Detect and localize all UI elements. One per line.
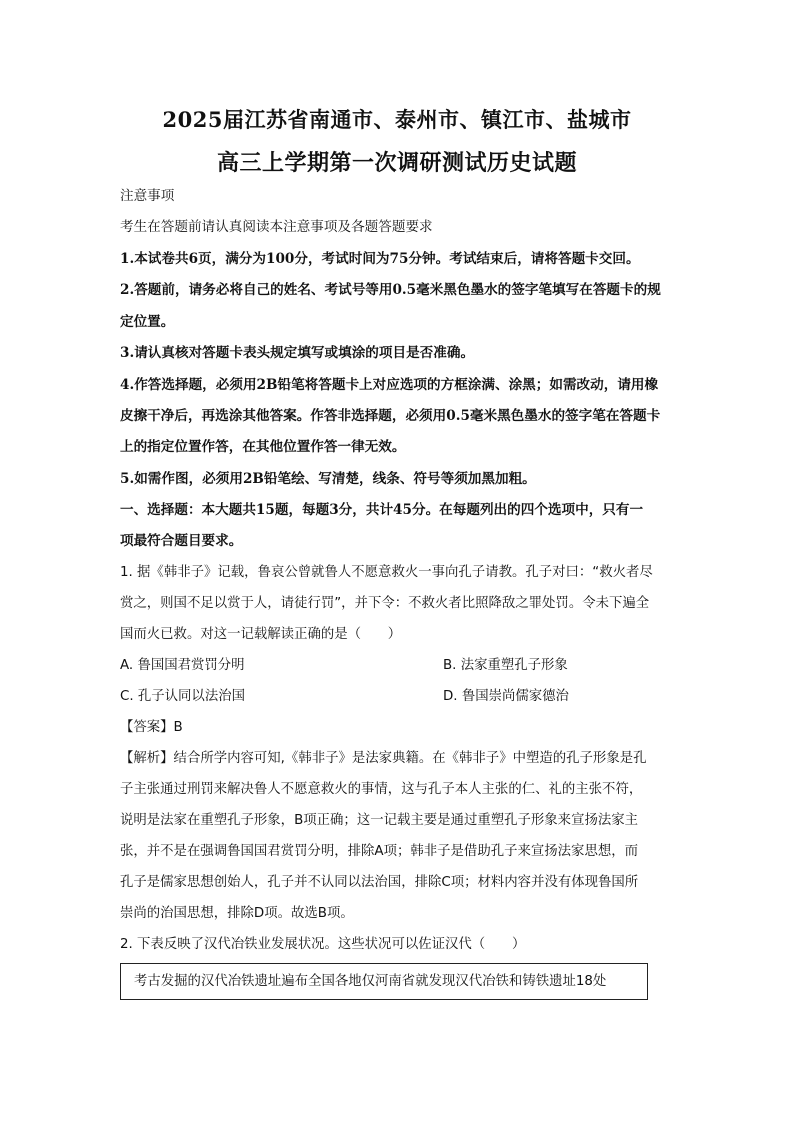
notice-item-4-line2: 皮擦干净后，再选涂其他答案。作答非选择题，必须用0.5毫米黑色墨水的签字笔在答题卡: [120, 408, 661, 424]
question-1-stem-line3: 国而火已救。对这一记载解读正确的是（ ）: [120, 627, 402, 642]
notice-item-5: 5.如需作图，必须用2B铅笔绘、写清楚，线条、符号等须加黑加粗。: [120, 471, 536, 487]
notice-intro: 考生在答题前请认真阅读本注意事项及各题答题要求: [120, 219, 433, 235]
notice-item-1: 1.本试卷共6页，满分为100分，考试时间为75分钟。考试结束后，请将答题卡交回。: [120, 251, 640, 267]
question-1-explanation-line2: 子主张通过刑罚来解决鲁人不愿意救火的事情，这与孔子本人主张的仁、礼的主张不符，: [120, 782, 643, 797]
question-1-option-a: A. 鲁国国君赏罚分明: [120, 658, 245, 673]
exam-title-line1: 2025届江苏省南通市、泰州市、镇江市、盐城市: [162, 107, 632, 132]
notice-item-4-line1: 4.作答选择题，必须用2B铅笔将答题卡上对应选项的方框涂满、涂黑；如需改动，请用橡: [120, 377, 659, 393]
question-1-explanation-line1: 【解析】结合所学内容可知,《韩非子》是法家典籍。在《韩非子》中塑造的孔子形象是孔: [120, 751, 647, 766]
question-1-option-d: D. 鲁国崇尚儒家德治: [443, 689, 569, 704]
question-1-explanation-line5: 孔子是儒家思想创始人，孔子并不认同以法治国，排除C项；材料内容并没有体现鲁国所: [120, 875, 639, 890]
question-1-explanation-line6: 崇尚的治国思想，排除D项。故选B项。: [120, 906, 354, 921]
section-1-heading-line2: 项最符合题目要求。: [120, 533, 243, 549]
question-1-stem-line1: 1. 据《韩非子》记载，鲁哀公曾就鲁人不愿意救火一事向孔子请教。孔子对曰：“救火者尽: [120, 565, 653, 580]
question-2-table: [120, 963, 648, 1000]
question-1-option-b: B. 法家重塑孔子形象: [443, 658, 568, 673]
notice-item-2-line2: 定位置。: [120, 314, 175, 330]
notice-item-2-line1: 2.答题前，请务必将自己的姓名、考试号等用0.5毫米黑色墨水的签字笔填写在答题卡的规: [120, 282, 661, 298]
notice-item-3: 3.请认真核对答题卡表头规定填写或填涂的项目是否准确。: [120, 345, 475, 361]
section-1-heading-line1: 一、选择题：本大题共15题，每题3分，共计45分。在每题列出的四个选项中，只有一: [120, 502, 644, 518]
notice-heading: 注意事项: [120, 188, 175, 204]
question-1-explanation-line3: 说明是法家在重塑孔子形象，B项正确；这一记载主要是通过重塑孔子形象来宣扬法家主: [120, 813, 639, 828]
question-1-option-c: C. 孔子认同以法治国: [120, 689, 245, 704]
notice-item-4-line3: 上的指定位置作答，在其他位置作答一律无效。: [120, 439, 406, 455]
question-2-table-cell: 考古发掘的汉代冶铁遗址遍布全国各地仅河南省就发现汉代冶铁和铸铁遗址18处: [134, 974, 607, 989]
question-1-answer: 【答案】B: [120, 720, 183, 735]
question-1-explanation-line4: 张，并不是在强调鲁国国君赏罚分明，排除A项；韩非子是借助孔子来宣扬法家思想，而: [120, 844, 639, 859]
question-1-stem-line2: 赏之，则国不足以赏于人，请徒行罚”，并下令：不救火者比照降敌之罪处罚。令未下遍全: [120, 596, 650, 611]
question-2-stem: 2. 下表反映了汉代冶铁业发展状况。这些状况可以佐证汉代（ ）: [120, 937, 526, 952]
exam-title-line2: 高三上学期第一次调研测试历史试题: [216, 150, 577, 176]
